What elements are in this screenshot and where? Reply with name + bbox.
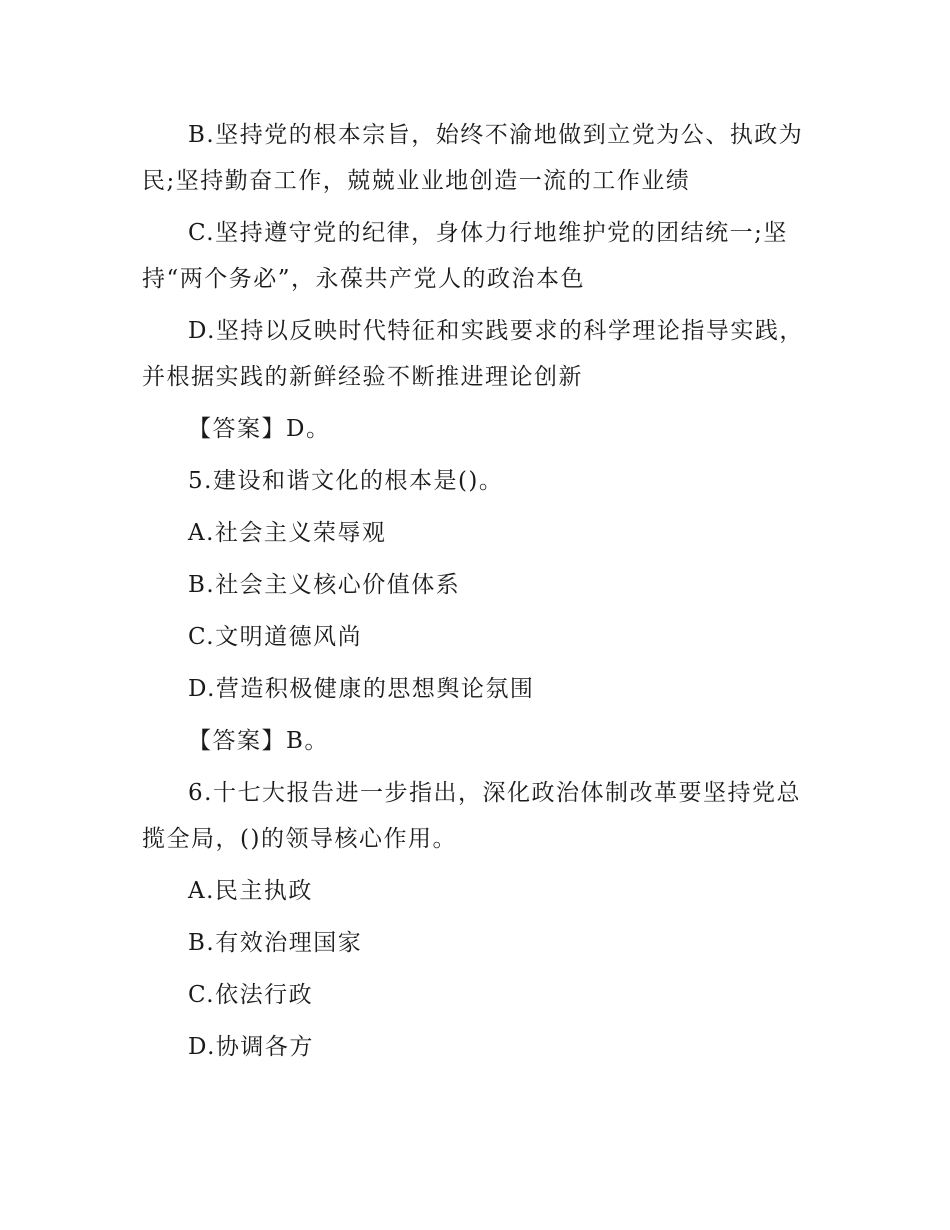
question-5-stem: 5.建设和谐文化的根本是()。 (188, 468, 504, 494)
document-page (142, 112, 812, 1076)
option-b-question-4: B.坚持党的根本宗旨，始终不渝地做到立党为公、执政为民;坚持勤奋工作，兢兢业业地创造一流的工作业绩 (142, 122, 804, 194)
option-c-question-4: C.坚持遵守党的纪律，身体力行地维护党的团结统一;坚持“两个务必”，永葆共产党人的政治本色 (142, 220, 788, 292)
option-b-question-6: B.有效治理国家 (188, 930, 363, 956)
answer-question-5: 【答案】B。 (188, 728, 329, 754)
question-6-stem: 6.十七大报告进一步指出，深化政治体制改革要坚持党总揽全局，()的领导核心作用。 (142, 780, 801, 852)
option-d-question-4: D.坚持以反映时代特征和实践要求的科学理论指导实践，并根据实践的新鲜经验不断推进理论创新 (142, 318, 804, 390)
option-d-question-6: D.协调各方 (188, 1034, 314, 1060)
option-c-question-5: C.文明道德风尚 (188, 624, 363, 650)
option-c-question-6: C.依法行政 (188, 982, 314, 1008)
option-b-question-5: B.社会主义核心价值体系 (188, 572, 461, 598)
option-a-question-6: A.民主执政 (188, 878, 313, 904)
answer-question-4: 【答案】D。 (188, 416, 331, 442)
option-a-question-5: A.社会主义荣辱观 (188, 520, 387, 546)
option-d-question-5: D.营造积极健康的思想舆论氛围 (188, 676, 535, 702)
